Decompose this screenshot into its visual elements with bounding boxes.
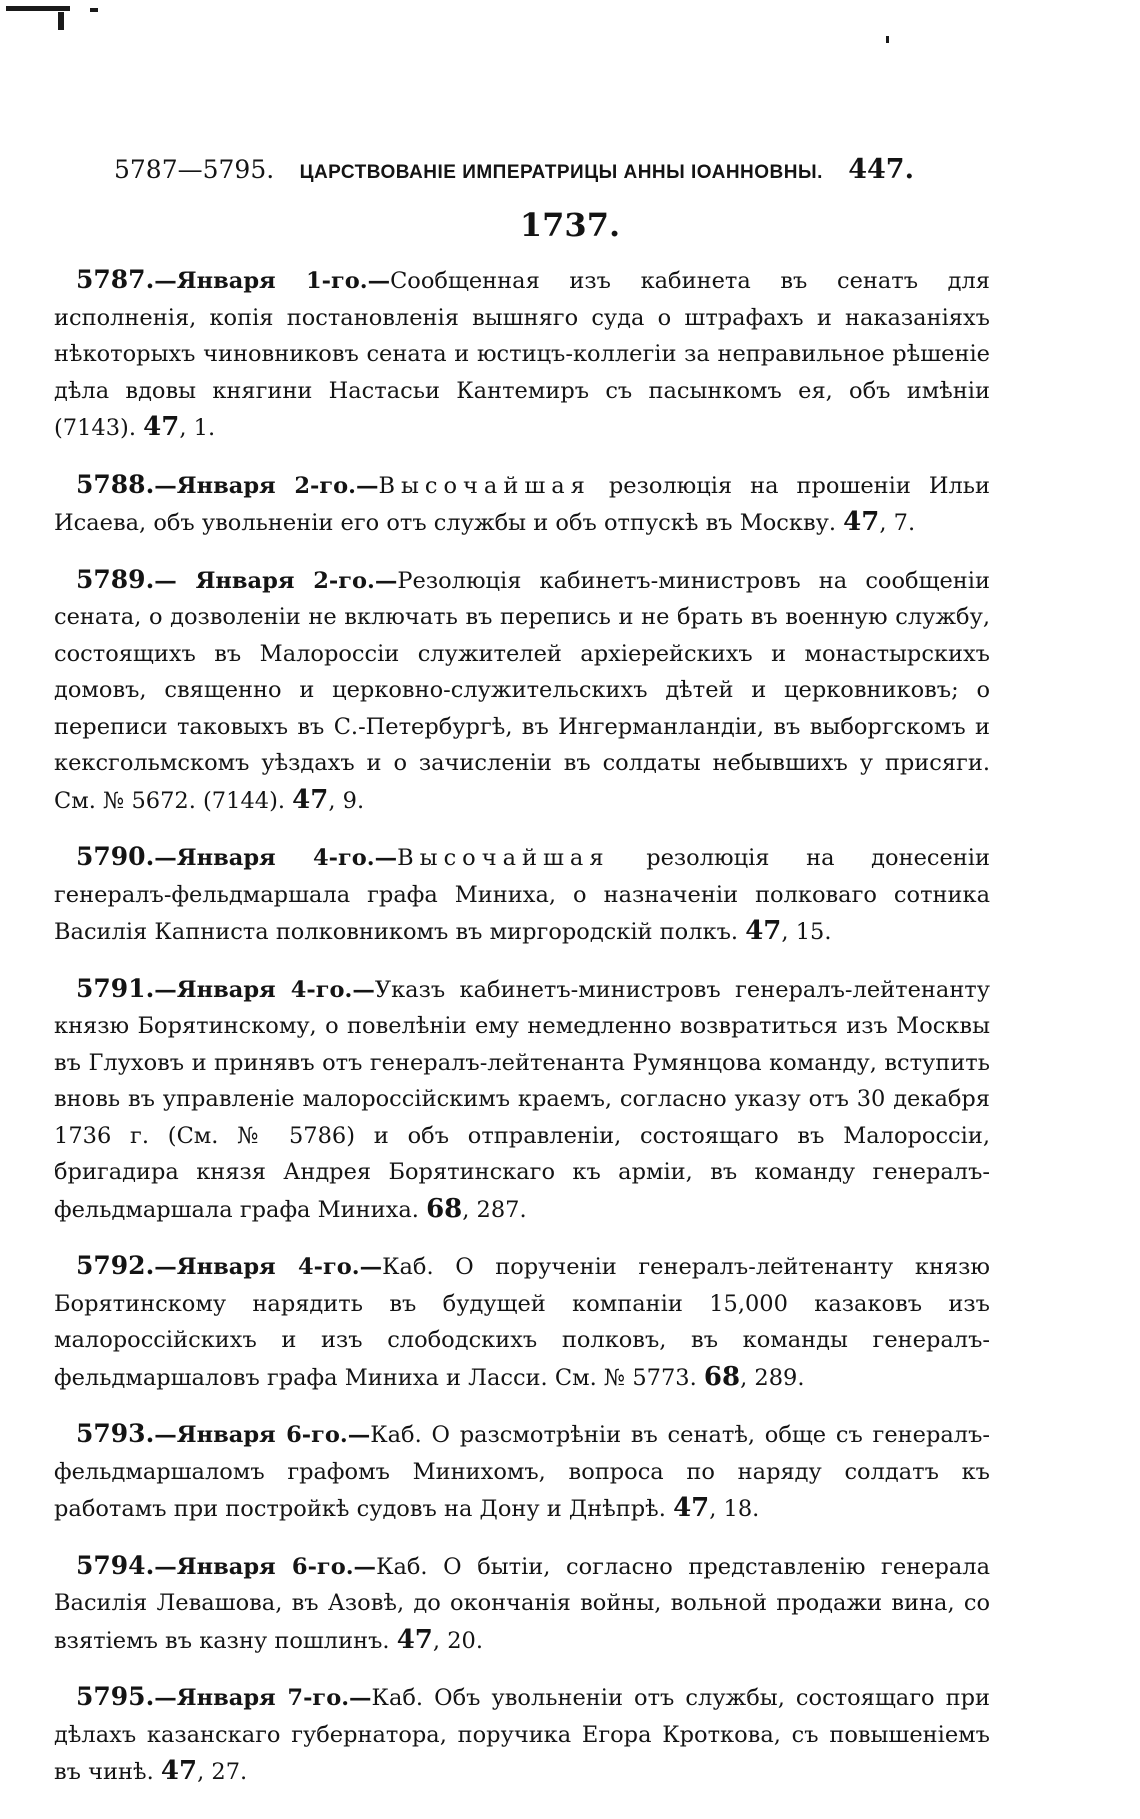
- entry-5793: [54, 1416, 990, 1528]
- entry-number: 5788.: [76, 469, 155, 499]
- entry-date: — Января 2-го.—: [154, 567, 398, 594]
- entry-5790: [54, 839, 990, 951]
- scan-speck: [58, 12, 64, 30]
- page-ref: , 20.: [432, 1627, 483, 1654]
- entry-date: —Января 6-го.—: [154, 1422, 371, 1448]
- volume-number: 47: [745, 916, 782, 946]
- entry-text: Каб. Объ увольненіи отъ службы, состоящаго при дѣлахъ казанскаго губернатора, поручика Егора Кроткова, съ повышеніемъ въ чинѣ.: [54, 1685, 990, 1785]
- entry-5787: [54, 262, 990, 447]
- volume-number: 68: [703, 1361, 741, 1392]
- entry-date: —Января 4-го.—: [154, 976, 375, 1003]
- entries-list: [54, 262, 990, 1811]
- entry-text: Каб. О порученіи генералъ-лейтенанту князю Борятинскому нарядить въ будущей компаніи 15,000 казаковъ изъ малороссійскихъ и изъ слободскихъ полковъ, въ команды генералъ-фельдмаршаловъ графа Миниха и Ласси. См. № 5773.: [54, 1254, 990, 1391]
- page-ref: , 15.: [781, 919, 832, 945]
- entry-text: резолюція на прошеніи Ильи Исаева, объ увольненіи его отъ службы и объ отпускѣ въ Москву.: [54, 472, 991, 536]
- entry-text: резолюція на донесеніи генералъ-фельдмаршала графа Миниха, о назначеніи полковаго сотника Василія Капниста полковникомъ въ миргородскій полкъ.: [54, 845, 990, 945]
- year-heading: 1737.: [519, 206, 621, 244]
- entry-number: 5789.: [76, 564, 155, 594]
- entry-date: —Января 6-го.—: [154, 1553, 377, 1580]
- volume-number: 47: [843, 507, 880, 537]
- entry-number: 5793.: [76, 1419, 155, 1448]
- scan-speck: [90, 8, 98, 12]
- entry-number: 5791.: [76, 973, 155, 1003]
- page-ref: , 9.: [328, 787, 365, 814]
- page-ref: , 287.: [462, 1196, 527, 1223]
- volume-number: 47: [673, 1493, 710, 1523]
- page-ref: , 18.: [709, 1496, 760, 1522]
- entry-text: Каб. О бытіи, согласно представленію генерала Василія Левашова, въ Азовѣ, до окончанія войны, вольной продажи вина, со взятіемъ въ казну пошлинъ.: [54, 1553, 990, 1654]
- entry-date: —Января 7-го.—: [154, 1685, 372, 1711]
- page-ref: , 1.: [179, 415, 216, 441]
- entry-number: 5794.: [76, 1550, 155, 1580]
- entry-text: Каб. О разсмотрѣніи въ сенатѣ, обще съ генералъ-фельдмаршаломъ графомъ Минихомъ, вопроса по наряду солдатъ къ работамъ при постройкѣ судовъ на Дону и Днѣпрѣ.: [54, 1422, 990, 1522]
- entry-5788: [54, 467, 990, 542]
- volume-number: 47: [160, 1756, 198, 1786]
- entry-text: Указъ кабинетъ-министровъ генералъ-лейтенанту князю Борятинскому, о повелѣніи ему немедленно возвратиться изъ Москвы въ Глуховъ и принявъ отъ генералъ-лейтенанта Румянцова команду, вступить вновь въ управленіе малороссійскимъ краемъ, согласно указу отъ 30 декабря 1736 г. (См. № 5786) и объ отправленіи, состоящаго въ Малороссіи, бригадира князя Андрея Борятинскаго къ арміи, въ команду генералъ-фельдмаршала графа Миниха.: [54, 976, 990, 1223]
- page-header: [114, 154, 914, 185]
- scan-speck: [886, 36, 889, 43]
- entry-5791: [54, 971, 990, 1229]
- entry-number: 5795.: [76, 1682, 155, 1711]
- entry-number: 5790.: [76, 842, 155, 871]
- volume-number: 47: [292, 784, 329, 815]
- entry-date: —Января 4-го.—: [154, 1254, 383, 1280]
- entry-date: —Января 1-го.—: [154, 268, 391, 294]
- entry-range: 5787—5795.: [114, 155, 275, 184]
- entry-date: —Января 2-го.—: [154, 472, 379, 499]
- entry-number: 5787.: [76, 265, 155, 294]
- entry-5794: [54, 1548, 990, 1660]
- volume-number: 47: [396, 1624, 433, 1655]
- page-ref: , 7.: [879, 510, 916, 536]
- scan-speck: [6, 6, 70, 11]
- volume-number: 68: [426, 1193, 463, 1224]
- page-ref: , 27.: [197, 1759, 248, 1785]
- running-title: ЦАРСТВОВАНІЕ ИМПЕРАТРИЦЫ АННЫ ІОАННОВНЫ.: [299, 162, 823, 183]
- page-number: 447.: [848, 154, 914, 185]
- entry-5789: [54, 562, 990, 820]
- volume-number: 47: [143, 412, 180, 442]
- entry-number: 5792.: [76, 1251, 155, 1280]
- entry-emphasis: Высочайшая: [378, 472, 591, 499]
- entry-text: Резолюція кабинетъ-министровъ на сообщеніи сената, о дозволеніи не включать въ перепись и не брать въ военную службу, состоящихъ въ Малороссіи служителей архіерейскихъ и монастырскихъ домовъ, священно и церковно-служительскихъ дѣтей и церковниковъ; о переписи таковыхъ въ С.-Петербургѣ, въ Ингерманландіи, въ выборгскомъ и кексгольмскомъ уѣздахъ и о зачисленіи въ солдаты небывшихъ у присяги. См. № 5672. (7144).: [54, 567, 990, 814]
- entry-date: —Января 4-го.—: [154, 845, 398, 871]
- entry-text: Сообщенная изъ кабинета въ сенатъ для исполненія, копія постановленія вышняго суда о штрафахъ и наказаніяхъ нѣкоторыхъ чиновниковъ сената и юстицъ-коллегіи за неправильное рѣшеніе дѣла вдовы княгини Настасьи Кантемиръ съ пасынкомъ ея, объ имѣніи (7143).: [54, 268, 990, 441]
- entry-5792: [54, 1248, 990, 1396]
- entry-5795: [54, 1679, 990, 1791]
- entry-emphasis: Высочайшая: [397, 845, 610, 871]
- page-ref: , 289.: [740, 1364, 805, 1391]
